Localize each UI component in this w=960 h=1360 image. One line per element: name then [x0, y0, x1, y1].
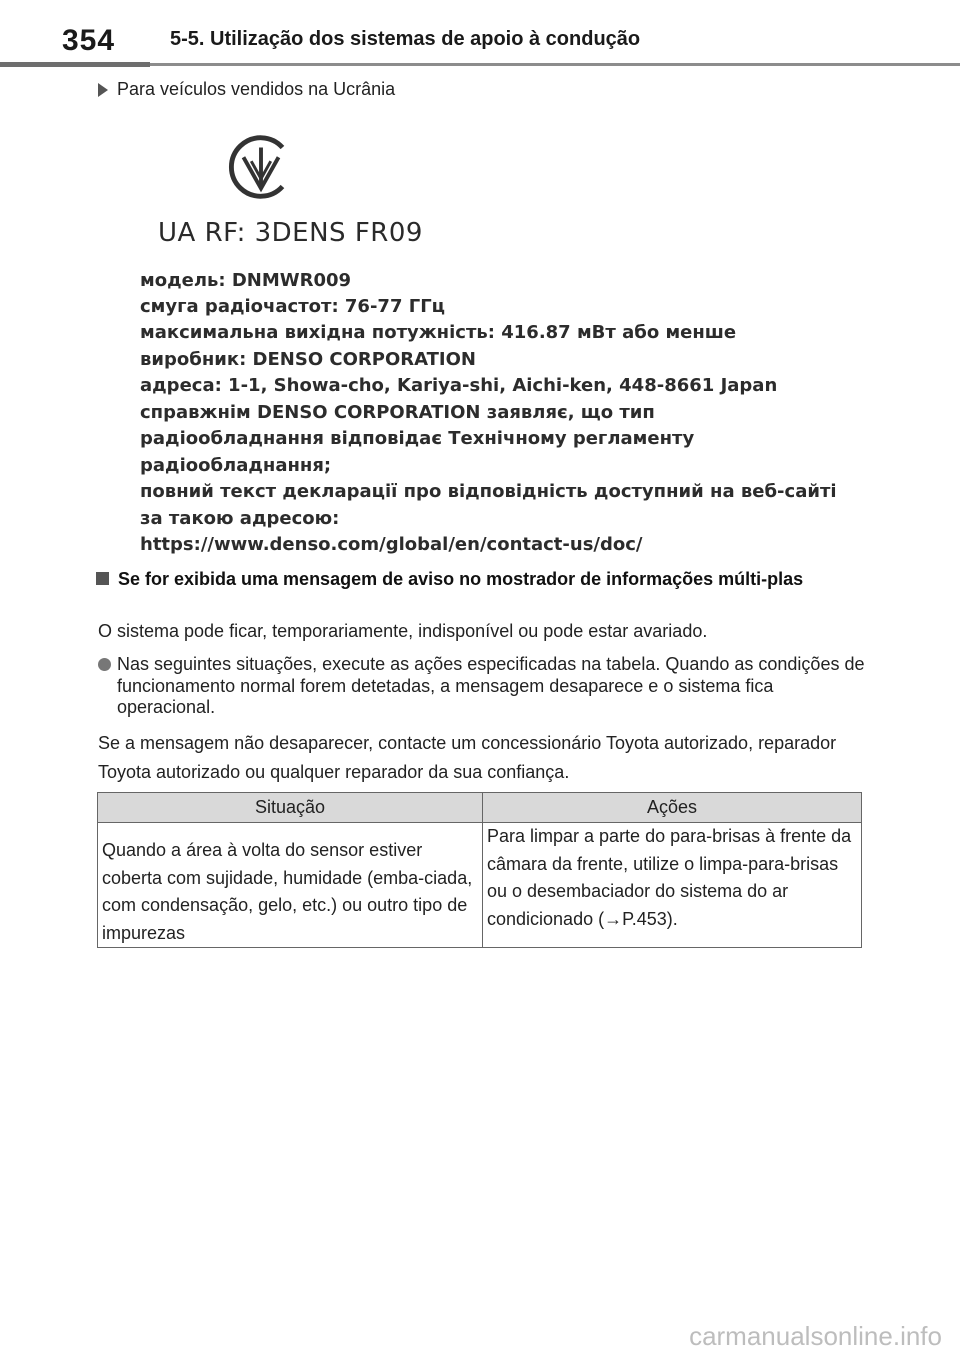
label-line: радіообладнання відповідає Технічному регламенту	[140, 428, 695, 449]
ukrainian-conformity-mark-icon	[222, 128, 300, 206]
ua-rf-code: UA RF: 3DENS FR09	[158, 218, 423, 248]
circle-bullet-icon	[98, 658, 111, 671]
column-header-actions: Ações	[483, 793, 862, 823]
column-header-situation: Situação	[98, 793, 483, 823]
label-line: за такою адресою:	[140, 508, 340, 529]
cell-action: Para limpar a parte do para-brisas à frente da câmara da frente, utilize o limpa-para-brisas ou o desembaciador do sistema do ar condicionado (→P.453).	[483, 823, 862, 948]
triangle-bullet-icon	[98, 83, 108, 97]
watermark: carmanualsonline.info	[689, 1321, 942, 1351]
label-line: повний текст декларації про відповідність доступний на веб-сайті	[140, 481, 837, 502]
header-rule-accent	[0, 62, 150, 67]
paragraph-status: O sistema pode ficar, temporariamente, indisponível ou pode estar avariado.	[98, 621, 708, 641]
section-title: 5-5. Utilização dos sistemas de apoio à condução	[170, 28, 641, 50]
table-row	[98, 823, 862, 948]
certification-label	[140, 120, 837, 560]
intro-bullet-text: Para veículos vendidos na Ucrânia	[117, 79, 396, 99]
table-header-row	[98, 793, 862, 823]
label-line: адреса: 1-1, Showa-cho, Kariya-shi, Aichi-ken, 448-8661 Japan	[140, 375, 778, 396]
page-number: 354	[62, 24, 116, 57]
cell-situation: Quando a área à volta do sensor estiver coberta com sujidade, humidade (emba-ciada, com condensação, gelo, etc.) ou outro tipo de impurezas	[98, 823, 483, 948]
label-line: виробник: DENSO CORPORATION	[140, 349, 476, 370]
paragraph-contact: Se a mensagem não desaparecer, contacte um concessionário Toyota autorizado, reparador Toyota autorizado ou qualquer reparador da sua confiança.	[98, 733, 837, 782]
label-line: https://www.denso.com/global/en/contact-us/doc/	[140, 534, 643, 555]
paragraph-instructions-text: Nas seguintes situações, execute as ações especificadas na tabela. Quando as condições de funcionamento normal forem detetadas, a mensagem desaparece e o sistema fica operacional.	[117, 654, 865, 717]
section-heading-text: Se for exibida uma mensagem de aviso no mostrador de informações múlti-plas	[118, 569, 804, 589]
label-line: модель: DNMWR009	[140, 270, 352, 291]
page-header	[0, 0, 960, 70]
intro-bullet	[98, 79, 395, 100]
paragraph-instructions	[98, 654, 868, 719]
section-heading	[98, 569, 868, 590]
warning-table	[97, 792, 862, 948]
label-line: максимальна вихідна потужність: 416.87 мВт або менше	[140, 322, 737, 343]
square-bullet-icon	[96, 572, 109, 585]
label-line: смуга радіочастот: 76-77 ГГц	[140, 296, 446, 317]
label-line: справжнім DENSO CORPORATION заявляє, що тип	[140, 402, 655, 423]
label-line: радіообладнання;	[140, 455, 332, 476]
